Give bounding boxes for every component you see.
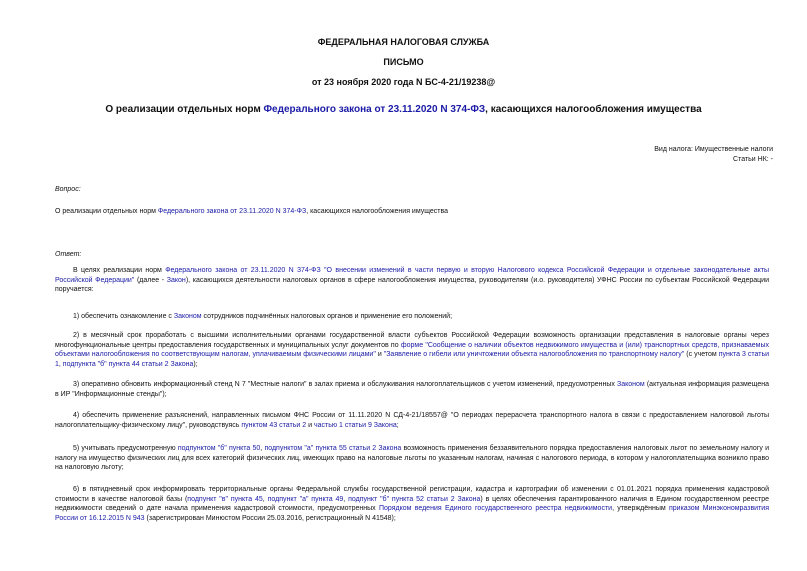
text: , <box>260 445 265 452</box>
answer-label: Ответ: <box>55 251 82 258</box>
clause-link[interactable]: пункта 3 статьи 1 <box>55 351 770 368</box>
org-title: ФЕДЕРАЛЬНАЯ НАЛОГОВАЯ СЛУЖБА <box>317 37 490 47</box>
tax-articles: Статьи НК: - <box>733 156 773 163</box>
question-law-link[interactable]: Федерального закона от 23.11.2020 N 374-ФЗ <box>157 208 307 215</box>
law-link[interactable]: Законом <box>173 313 202 320</box>
answer-item-2 <box>55 331 769 369</box>
answer-item-4 <box>55 411 769 430</box>
subject-pre: О реализации отдельных норм <box>105 104 264 115</box>
clause-link[interactable]: подпунктом "б" пункта 50 <box>177 445 261 452</box>
text: 4) обеспечить применение разъяснений, направленных письмом ФНС России от 11.11.2020 N СД-4-21/18557@ "О периодах перерасчета транспортного налога в связи с предоставлением налоговой льготы налогоплательщику-физическому лицу", руководствуясь <box>55 412 769 429</box>
answer-item-1 <box>55 312 769 322</box>
text: В целях реализации норм <box>73 267 166 274</box>
question-post: , касающихся налогообложения имущества <box>306 208 449 215</box>
clause-link[interactable]: подпунктом "а" пункта 55 статьи 2 Закона <box>264 445 402 452</box>
doc-type: ПИСЬМО <box>383 57 424 67</box>
question-text <box>55 208 448 215</box>
doc-date-number: от 23 ноября 2020 года N БС-4-21/19238@ <box>311 77 496 87</box>
subject-law-link[interactable]: Федерального закона от 23.11.2020 N 374-ФЗ <box>263 104 486 115</box>
clause-link[interactable]: частью 1 статьи 9 Закона <box>313 421 397 429</box>
text: ); <box>193 360 198 368</box>
question-pre: О реализации отдельных норм <box>55 208 158 215</box>
clause-link[interactable]: подпункт "б" пункта 52 статьи 2 Закона <box>348 495 481 503</box>
registry-order-link[interactable]: Порядком ведения Единого государственного реестра недвижимости <box>378 505 613 512</box>
form-statement-link[interactable]: "Заявление о гибели или уничтожении объекта налогообложения по транспортному налогу" <box>383 351 685 358</box>
text: ) в целях обеспечения гарантированного наличия в Едином государственном реестре недвижимости сведений о дате начала применения кадастровой стоимости, предусмотренных <box>55 495 770 512</box>
clause-link[interactable]: пунктом 43 статьи 2 <box>241 421 307 429</box>
text: 5) учитывать предусмотренную <box>73 445 178 452</box>
text: (актуальная информация размещена в ИР "Информационные стенды"); <box>55 381 769 398</box>
ministry-order-link[interactable]: приказом Минэкономразвития России от 16.12.2015 N 943 <box>55 505 769 522</box>
text: возможность применения беззаявительного порядка предоставления налоговых льгот по земельному налогу и налогу на имущество физических лиц для всех категорий физических лиц, имеющих право на налоговые льготы по указанным налогам, начиная с налогового периода, в котором у налогоплательщика возникло право на налоговую льготу; <box>55 445 769 471</box>
text: сотрудников подчинённых налоговых органов и применение его положений; <box>201 313 453 320</box>
text: , <box>58 360 63 368</box>
text: 6) в пятидневный срок информировать территориальные органы Федеральной службы государственной регистрации, кадастра и картографии об изменении с 01.01.2021 порядка применения кадастровой стоимости в качестве налоговой базы ( <box>55 486 769 503</box>
text: и <box>306 421 314 429</box>
subject-post: , касающихся налогообложения имущества <box>485 104 702 115</box>
text: ; <box>396 421 399 429</box>
clause-link[interactable]: подпункт "а" пункта 49 <box>267 495 344 503</box>
text: и <box>375 351 384 358</box>
text: 2) в месячный срок проработать с высшими исполнительными органами государственной власти субъектов Российской Федерации возможность организации представления в налоговые органы через многофункциональные центры предоставления государственных и муниципальных услуг документов по <box>55 332 769 349</box>
answer-item-6 <box>55 485 769 523</box>
answer-item-3 <box>55 380 769 399</box>
text: (зарегистрирован Минюстом России 25.03.2016, регистрационный N 41548); <box>144 514 396 522</box>
law-link[interactable]: Законом <box>617 381 645 388</box>
text: 3) оперативно обновить информационный стенд N 7 "Местные налоги" в залах приема и обслуживания налогоплательщиков с учетом изменений, предусмотренных <box>73 381 617 388</box>
text: (с учетом <box>684 351 719 358</box>
answer-intro <box>55 266 769 295</box>
tax-type: Вид налога: Имущественные налоги <box>654 146 773 153</box>
text: , утверждённым <box>612 505 669 512</box>
form-link[interactable]: форме <box>400 341 424 349</box>
answer-item-5 <box>55 444 769 473</box>
text: , <box>343 495 349 503</box>
clause-link[interactable]: подпункт "в" пункта 45 <box>187 495 263 503</box>
text: 1) обеспечить ознакомление с <box>73 313 174 320</box>
law-link[interactable]: Федерального закона от 23.11.2020 N 374-ФЗ "О внесении изменений в части первую и вторую Налогового кодекса Российской Федерации и отдельные законодательные акты Российской Федерации" <box>55 267 769 284</box>
form-message-link[interactable]: "Сообщение о наличии объектов недвижимого имущества и (или) транспортных средств, признаваемых объектами налогообложения по соответствующим налогам, уплачиваемым физическими лицами" <box>55 341 769 358</box>
law-short-link[interactable]: Закон <box>166 276 186 284</box>
text: , <box>262 495 268 503</box>
question-label: Вопрос: <box>55 186 81 193</box>
doc-subject <box>0 104 807 115</box>
clause-link[interactable]: подпункта "б" пункта 44 статьи 2 Закона <box>62 360 194 368</box>
text: (далее - <box>134 276 167 284</box>
text: ), касающихся деятельности налоговых органов в сфере налогообложения имущества, руководителям (и.о. руководителя) УФНС России по субъектам Российской Федерации поручается: <box>55 276 769 293</box>
